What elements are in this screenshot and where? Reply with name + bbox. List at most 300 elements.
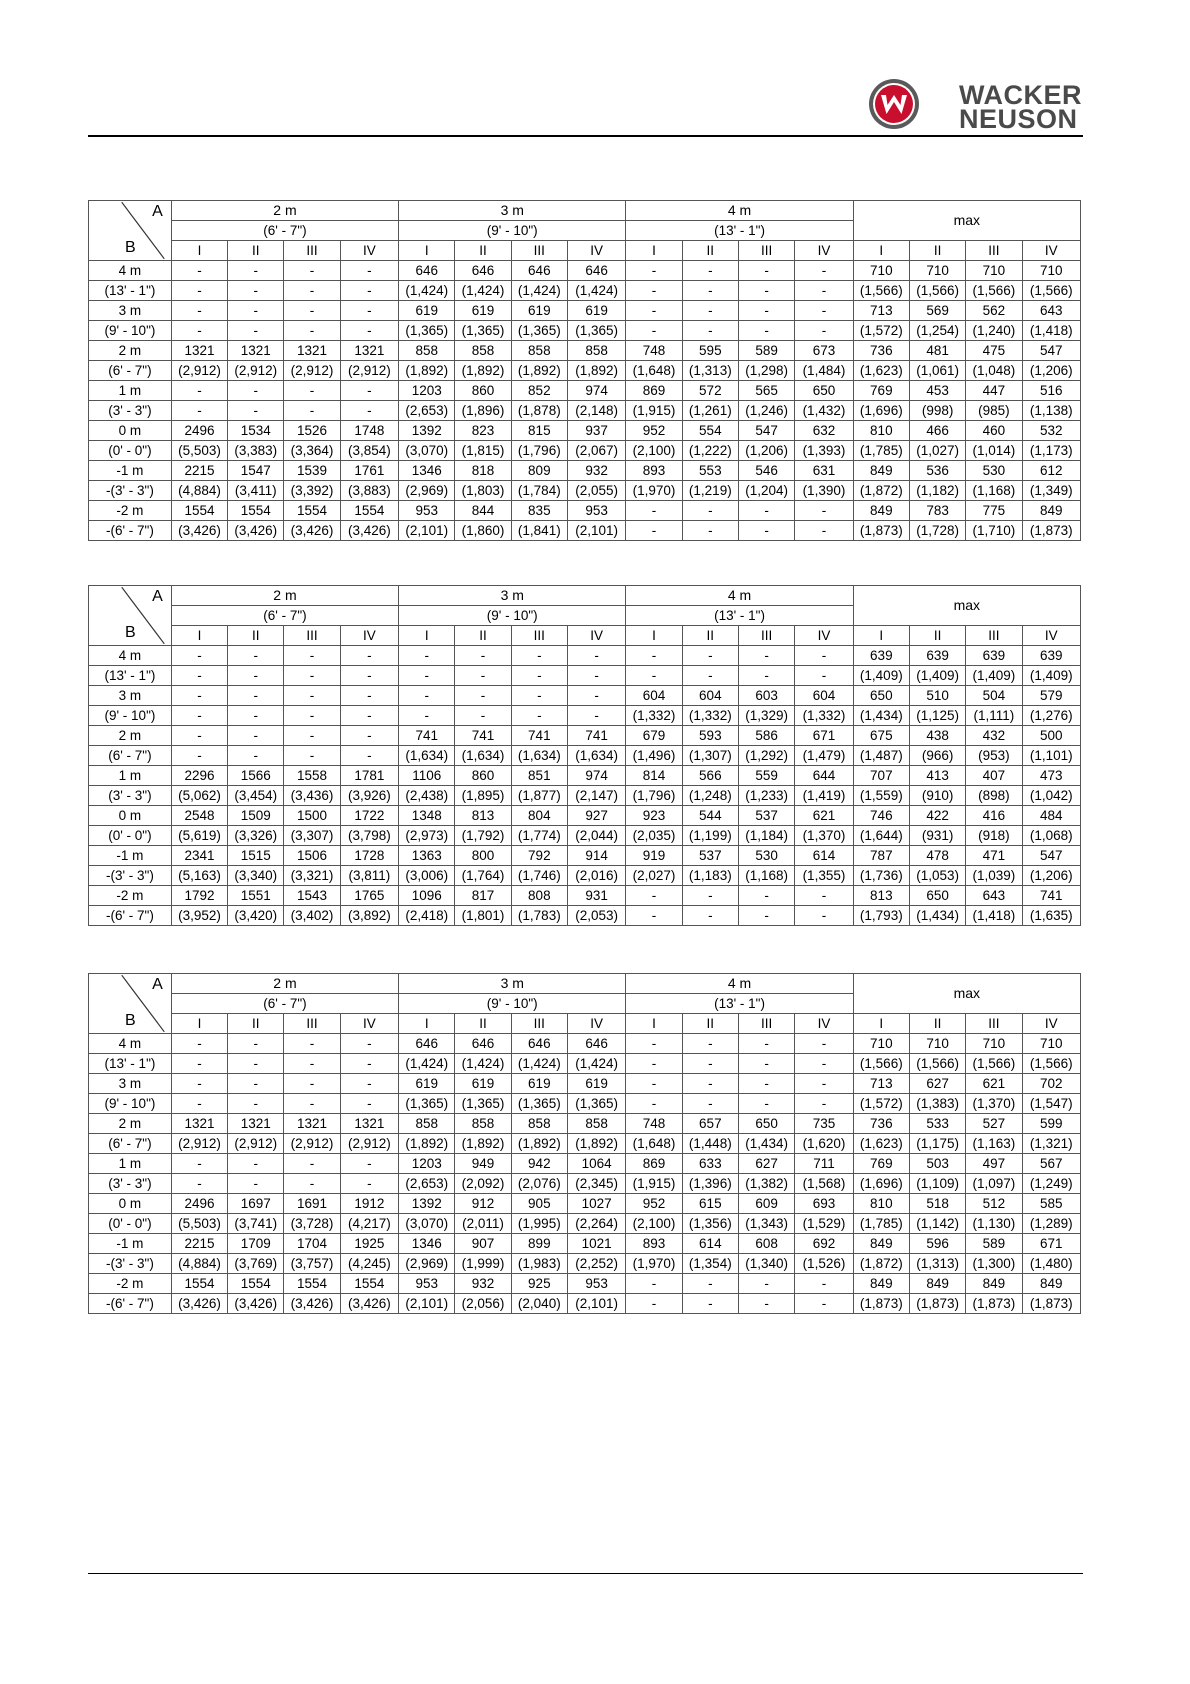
table-cell: - bbox=[171, 301, 227, 321]
row-label: 2 m bbox=[89, 341, 172, 361]
table-cell: 632 bbox=[795, 421, 853, 441]
table-cell: (3,854) bbox=[340, 441, 398, 461]
table-cell: (3,426) bbox=[340, 1294, 398, 1314]
table-cell: - bbox=[340, 381, 398, 401]
subcol-header: III bbox=[511, 241, 567, 261]
table-row bbox=[89, 1134, 1081, 1154]
table-cell: - bbox=[738, 281, 794, 301]
table-cell: (1,053) bbox=[909, 866, 965, 886]
load-table-3 bbox=[88, 973, 1081, 1314]
table-cell: - bbox=[171, 281, 227, 301]
table-cell: (1,354) bbox=[682, 1254, 738, 1274]
table-cell: - bbox=[228, 646, 284, 666]
brand-logo bbox=[868, 78, 1088, 138]
table-cell: - bbox=[626, 1094, 682, 1114]
table-cell: 741 bbox=[511, 726, 567, 746]
table-cell: (1,204) bbox=[738, 481, 794, 501]
table-cell: - bbox=[284, 281, 340, 301]
subcol-header: IV bbox=[340, 626, 398, 646]
table-cell: - bbox=[567, 706, 625, 726]
table-cell: (1,774) bbox=[511, 826, 567, 846]
table-cell: 2548 bbox=[171, 806, 227, 826]
table-cell: - bbox=[399, 706, 455, 726]
table-cell: 849 bbox=[1022, 1274, 1080, 1294]
table-cell: 643 bbox=[1022, 301, 1080, 321]
table-cell: (1,332) bbox=[626, 706, 682, 726]
table-cell: (1,572) bbox=[853, 321, 909, 341]
table-cell: (1,792) bbox=[455, 826, 511, 846]
group-metric: 3 m bbox=[399, 974, 626, 994]
table-cell: (1,419) bbox=[795, 786, 853, 806]
table-cell: (1,206) bbox=[1022, 361, 1080, 381]
table-cell: 627 bbox=[909, 1074, 965, 1094]
table-cell: (1,995) bbox=[511, 1214, 567, 1234]
table-cell: 527 bbox=[966, 1114, 1022, 1134]
table-cell: (2,912) bbox=[228, 1134, 284, 1154]
table-cell: 748 bbox=[626, 1114, 682, 1134]
table-cell: (1,634) bbox=[455, 746, 511, 766]
table-cell: - bbox=[511, 666, 567, 686]
table-cell: (1,892) bbox=[455, 361, 511, 381]
row-label: (13' - 1") bbox=[89, 666, 172, 686]
table-cell: - bbox=[738, 1274, 794, 1294]
subcol-header: I bbox=[626, 1014, 682, 1034]
table-cell: - bbox=[795, 321, 853, 341]
table-cell: 912 bbox=[455, 1194, 511, 1214]
table-cell: 1539 bbox=[284, 461, 340, 481]
table-cell: - bbox=[455, 686, 511, 706]
row-label: (0' - 0") bbox=[89, 826, 172, 846]
table-cell: (1,168) bbox=[738, 866, 794, 886]
table-cell: 1551 bbox=[228, 886, 284, 906]
table-cell: 932 bbox=[455, 1274, 511, 1294]
table-cell: 1509 bbox=[228, 806, 284, 826]
table-cell: - bbox=[171, 1094, 227, 1114]
table-cell: - bbox=[171, 1174, 227, 1194]
subcol-header: IV bbox=[795, 1014, 853, 1034]
table-cell: 942 bbox=[511, 1154, 567, 1174]
table-cell: (1,566) bbox=[909, 1054, 965, 1074]
table-cell: (1,529) bbox=[795, 1214, 853, 1234]
table-cell: 500 bbox=[1022, 726, 1080, 746]
table-cell: 650 bbox=[795, 381, 853, 401]
table-cell: (1,321) bbox=[1022, 1134, 1080, 1154]
table-cell: 1792 bbox=[171, 886, 227, 906]
table-cell: (1,785) bbox=[853, 1214, 909, 1234]
table-cell: 974 bbox=[567, 766, 625, 786]
table-cell: (2,912) bbox=[340, 361, 398, 381]
table-cell: - bbox=[682, 1294, 738, 1314]
table-cell: 858 bbox=[399, 1114, 455, 1134]
table-cell: (3,798) bbox=[340, 826, 398, 846]
group-imperial: (13' - 1") bbox=[626, 994, 853, 1014]
table-cell: 849 bbox=[853, 501, 909, 521]
table-cell: (2,912) bbox=[284, 361, 340, 381]
table-cell: (1,097) bbox=[966, 1174, 1022, 1194]
table-cell: (3,006) bbox=[399, 866, 455, 886]
table-cell: 808 bbox=[511, 886, 567, 906]
table-cell: 562 bbox=[966, 301, 1022, 321]
table-cell: 813 bbox=[853, 886, 909, 906]
table-row bbox=[89, 726, 1081, 746]
table-cell: - bbox=[682, 521, 738, 541]
table-cell: 810 bbox=[853, 1194, 909, 1214]
table-cell: (1,109) bbox=[909, 1174, 965, 1194]
table-cell: 1547 bbox=[228, 461, 284, 481]
table-cell: 646 bbox=[511, 1034, 567, 1054]
table-cell: 835 bbox=[511, 501, 567, 521]
table-cell: - bbox=[626, 321, 682, 341]
table-cell: 932 bbox=[567, 461, 625, 481]
table-cell: - bbox=[455, 706, 511, 726]
table-cell: 949 bbox=[455, 1154, 511, 1174]
table-cell: (1,130) bbox=[966, 1214, 1022, 1234]
table-cell: (3,426) bbox=[228, 1294, 284, 1314]
table-cell: (2,040) bbox=[511, 1294, 567, 1314]
table-cell: - bbox=[340, 1034, 398, 1054]
table-cell: (1,173) bbox=[1022, 441, 1080, 461]
table-cell: (3,402) bbox=[284, 906, 340, 926]
table-cell: - bbox=[284, 1074, 340, 1094]
table-cell: (2,912) bbox=[228, 361, 284, 381]
table-cell: - bbox=[626, 886, 682, 906]
table-cell: (1,276) bbox=[1022, 706, 1080, 726]
table-cell: - bbox=[399, 686, 455, 706]
table-cell: 858 bbox=[455, 341, 511, 361]
subcol-header: IV bbox=[795, 626, 853, 646]
table-cell: 639 bbox=[909, 646, 965, 666]
table-row bbox=[89, 1214, 1081, 1234]
table-cell: 673 bbox=[795, 341, 853, 361]
table-cell: 1346 bbox=[399, 461, 455, 481]
subcol-header: III bbox=[966, 626, 1022, 646]
table-cell: 650 bbox=[909, 886, 965, 906]
row-label: (6' - 7") bbox=[89, 1134, 172, 1154]
row-label: (13' - 1") bbox=[89, 281, 172, 301]
table-cell: 1096 bbox=[399, 886, 455, 906]
table-cell: 783 bbox=[909, 501, 965, 521]
table-cell: (2,011) bbox=[455, 1214, 511, 1234]
row-label: 2 m bbox=[89, 726, 172, 746]
subcol-header: I bbox=[626, 241, 682, 261]
table-cell: 504 bbox=[966, 686, 1022, 706]
table-cell: (1,199) bbox=[682, 826, 738, 846]
table-cell: - bbox=[228, 686, 284, 706]
table-cell: - bbox=[284, 261, 340, 281]
table-cell: (1,892) bbox=[455, 1134, 511, 1154]
table-cell: - bbox=[626, 521, 682, 541]
table-cell: (5,503) bbox=[171, 441, 227, 461]
table-cell: (1,648) bbox=[626, 361, 682, 381]
table-cell: 2496 bbox=[171, 1194, 227, 1214]
table-cell: (1,206) bbox=[738, 441, 794, 461]
table-cell: (1,644) bbox=[853, 826, 909, 846]
table-cell: 646 bbox=[455, 261, 511, 281]
table-cell: - bbox=[682, 281, 738, 301]
table-cell: 646 bbox=[567, 261, 625, 281]
table-cell: (4,884) bbox=[171, 481, 227, 501]
table-cell: - bbox=[171, 401, 227, 421]
table-cell: 516 bbox=[1022, 381, 1080, 401]
table-cell: (1,892) bbox=[567, 361, 625, 381]
table-cell: 650 bbox=[853, 686, 909, 706]
table-cell: (1,873) bbox=[853, 1294, 909, 1314]
table-cell: (2,969) bbox=[399, 481, 455, 501]
table-cell: - bbox=[738, 501, 794, 521]
table-cell: (1,382) bbox=[738, 1174, 794, 1194]
table-cell: 809 bbox=[511, 461, 567, 481]
row-label: -(6' - 7") bbox=[89, 1294, 172, 1314]
brand-line-2: NEUSON bbox=[959, 104, 1078, 134]
table-cell: - bbox=[228, 261, 284, 281]
subcol-header: III bbox=[511, 1014, 567, 1034]
group-imperial: (9' - 10") bbox=[399, 994, 626, 1014]
table-cell: 1722 bbox=[340, 806, 398, 826]
table-cell: 710 bbox=[966, 261, 1022, 281]
table-cell: 858 bbox=[455, 1114, 511, 1134]
table-cell: 619 bbox=[455, 301, 511, 321]
table-cell: 893 bbox=[626, 1234, 682, 1254]
table-cell: (2,973) bbox=[399, 826, 455, 846]
table-cell: 844 bbox=[455, 501, 511, 521]
table-row bbox=[89, 1254, 1081, 1274]
table-cell: - bbox=[228, 1154, 284, 1174]
table-cell: 473 bbox=[1022, 766, 1080, 786]
table-row bbox=[89, 1174, 1081, 1194]
table-cell: - bbox=[284, 1034, 340, 1054]
table-cell: 627 bbox=[738, 1154, 794, 1174]
subcol-header: IV bbox=[567, 626, 625, 646]
header-row-groups bbox=[89, 586, 1081, 606]
table-cell: 530 bbox=[738, 846, 794, 866]
table-cell: - bbox=[738, 301, 794, 321]
table-cell: 621 bbox=[795, 806, 853, 826]
table-cell: 619 bbox=[567, 301, 625, 321]
table-cell: 478 bbox=[909, 846, 965, 866]
table-cell: (1,101) bbox=[1022, 746, 1080, 766]
table-cell: (1,623) bbox=[853, 361, 909, 381]
table-cell: (1,138) bbox=[1022, 401, 1080, 421]
table-cell: 748 bbox=[626, 341, 682, 361]
table-cell: 453 bbox=[909, 381, 965, 401]
table-cell: 1748 bbox=[340, 421, 398, 441]
table-cell: (3,769) bbox=[228, 1254, 284, 1274]
table-cell: - bbox=[682, 906, 738, 926]
table-cell: (1,873) bbox=[1022, 1294, 1080, 1314]
subcol-header: III bbox=[738, 1014, 794, 1034]
table-cell: 475 bbox=[966, 341, 1022, 361]
table-cell: 614 bbox=[795, 846, 853, 866]
table-cell: 1392 bbox=[399, 1194, 455, 1214]
table-row bbox=[89, 341, 1081, 361]
table-cell: (918) bbox=[966, 826, 1022, 846]
table-cell: - bbox=[738, 886, 794, 906]
table-cell: 547 bbox=[1022, 341, 1080, 361]
table-cell: 914 bbox=[567, 846, 625, 866]
table-cell: - bbox=[228, 746, 284, 766]
table-cell: (1,313) bbox=[909, 1254, 965, 1274]
table-cell: 619 bbox=[511, 301, 567, 321]
table-cell: 800 bbox=[455, 846, 511, 866]
table-cell: 621 bbox=[966, 1074, 1022, 1094]
table-cell: 537 bbox=[682, 846, 738, 866]
table-cell: - bbox=[171, 646, 227, 666]
table-cell: 567 bbox=[1022, 1154, 1080, 1174]
table-cell: (1,566) bbox=[853, 281, 909, 301]
table-cell: 710 bbox=[853, 261, 909, 281]
table-row bbox=[89, 1154, 1081, 1174]
table-cell: (1,784) bbox=[511, 481, 567, 501]
table-cell: - bbox=[228, 401, 284, 421]
table-cell: 815 bbox=[511, 421, 567, 441]
header-row-subcols bbox=[89, 1014, 1081, 1034]
table-cell: (2,969) bbox=[399, 1254, 455, 1274]
header-row-subcols bbox=[89, 241, 1081, 261]
subcol-header: IV bbox=[1022, 1014, 1080, 1034]
load-table-1 bbox=[88, 200, 1081, 541]
table-cell: - bbox=[682, 646, 738, 666]
table-cell: 1321 bbox=[228, 341, 284, 361]
row-label: 1 m bbox=[89, 1154, 172, 1174]
table-cell: - bbox=[626, 1274, 682, 1294]
table-cell: 849 bbox=[853, 1234, 909, 1254]
table-row bbox=[89, 706, 1081, 726]
table-cell: - bbox=[284, 1154, 340, 1174]
table-cell: (1,434) bbox=[738, 1134, 794, 1154]
table-cell: (1,648) bbox=[626, 1134, 682, 1154]
table-cell: (2,055) bbox=[567, 481, 625, 501]
subcol-header: I bbox=[853, 626, 909, 646]
table-cell: - bbox=[171, 666, 227, 686]
table-cell: (1,409) bbox=[909, 666, 965, 686]
header-row-groups bbox=[89, 201, 1081, 221]
table-cell: (1,915) bbox=[626, 1174, 682, 1194]
table-cell: - bbox=[682, 261, 738, 281]
table-cell: (1,424) bbox=[567, 1054, 625, 1074]
table-cell: (1,061) bbox=[909, 361, 965, 381]
table-cell: 619 bbox=[511, 1074, 567, 1094]
table-cell: (1,424) bbox=[399, 1054, 455, 1074]
table-cell: (1,566) bbox=[909, 281, 965, 301]
table-cell: 595 bbox=[682, 341, 738, 361]
table-cell: 741 bbox=[1022, 886, 1080, 906]
table-cell: (4,245) bbox=[340, 1254, 398, 1274]
table-cell: 1925 bbox=[340, 1234, 398, 1254]
table-cell: 792 bbox=[511, 846, 567, 866]
table-cell: (1,424) bbox=[455, 1054, 511, 1074]
row-label: 3 m bbox=[89, 1074, 172, 1094]
table-cell: - bbox=[682, 1274, 738, 1294]
table-cell: - bbox=[795, 1294, 853, 1314]
table-cell: (3,741) bbox=[228, 1214, 284, 1234]
table-cell: (1,222) bbox=[682, 441, 738, 461]
table-cell: 643 bbox=[966, 886, 1022, 906]
group-imperial: (6' - 7") bbox=[171, 606, 398, 626]
table-cell: (1,233) bbox=[738, 786, 794, 806]
table-cell: - bbox=[682, 1054, 738, 1074]
table-cell: - bbox=[682, 301, 738, 321]
subcol-header: IV bbox=[567, 241, 625, 261]
table-cell: - bbox=[284, 686, 340, 706]
table-cell: (4,217) bbox=[340, 1214, 398, 1234]
table-row bbox=[89, 646, 1081, 666]
table-cell: (3,426) bbox=[171, 1294, 227, 1314]
table-cell: 849 bbox=[909, 1274, 965, 1294]
table-cell: 937 bbox=[567, 421, 625, 441]
table-row bbox=[89, 1094, 1081, 1114]
subcol-header: II bbox=[455, 241, 511, 261]
table-cell: (1,332) bbox=[682, 706, 738, 726]
table-cell: 416 bbox=[966, 806, 1022, 826]
row-label: (3' - 3") bbox=[89, 786, 172, 806]
table-cell: (1,111) bbox=[966, 706, 1022, 726]
table-cell: - bbox=[284, 1094, 340, 1114]
table-cell: - bbox=[171, 1034, 227, 1054]
table-cell: 1781 bbox=[340, 766, 398, 786]
table-row bbox=[89, 1114, 1081, 1134]
table-cell: - bbox=[171, 726, 227, 746]
table-cell: - bbox=[284, 321, 340, 341]
table-cell: (1,872) bbox=[853, 1254, 909, 1274]
table-cell: 1321 bbox=[171, 341, 227, 361]
table-row bbox=[89, 481, 1081, 501]
table-cell: - bbox=[171, 706, 227, 726]
table-cell: (2,912) bbox=[284, 1134, 340, 1154]
table-cell: (1,696) bbox=[853, 1174, 909, 1194]
table-cell: 646 bbox=[511, 261, 567, 281]
table-cell: 736 bbox=[853, 1114, 909, 1134]
table-cell: 953 bbox=[399, 1274, 455, 1294]
table-cell: 547 bbox=[738, 421, 794, 441]
table-cell: - bbox=[795, 1274, 853, 1294]
table-cell: 849 bbox=[853, 1274, 909, 1294]
table-cell: 650 bbox=[738, 1114, 794, 1134]
table-cell: - bbox=[455, 666, 511, 686]
subcol-header: IV bbox=[795, 241, 853, 261]
table-cell: 604 bbox=[682, 686, 738, 706]
table-cell: - bbox=[340, 706, 398, 726]
table-cell: 589 bbox=[738, 341, 794, 361]
table-cell: (1,370) bbox=[966, 1094, 1022, 1114]
table-cell: 907 bbox=[455, 1234, 511, 1254]
table-row bbox=[89, 501, 1081, 521]
table-cell: 510 bbox=[909, 686, 965, 706]
table-cell: (1,365) bbox=[511, 321, 567, 341]
table-cell: (3,926) bbox=[340, 786, 398, 806]
table-cell: (1,307) bbox=[682, 746, 738, 766]
table-cell: 813 bbox=[455, 806, 511, 826]
row-label: 3 m bbox=[89, 686, 172, 706]
table-cell: 484 bbox=[1022, 806, 1080, 826]
table-cell: (2,100) bbox=[626, 441, 682, 461]
table-cell: (998) bbox=[909, 401, 965, 421]
table-cell: 1203 bbox=[399, 381, 455, 401]
table-cell: - bbox=[284, 746, 340, 766]
table-cell: 1321 bbox=[340, 341, 398, 361]
table-cell: - bbox=[228, 706, 284, 726]
table-cell: 746 bbox=[853, 806, 909, 826]
table-cell: - bbox=[738, 906, 794, 926]
table-cell: (1,313) bbox=[682, 361, 738, 381]
table-cell: 679 bbox=[626, 726, 682, 746]
table-cell: 893 bbox=[626, 461, 682, 481]
table-cell: (3,757) bbox=[284, 1254, 340, 1274]
table-cell: (1,246) bbox=[738, 401, 794, 421]
table-cell: - bbox=[284, 301, 340, 321]
table-cell: (1,298) bbox=[738, 361, 794, 381]
table-cell: (1,409) bbox=[1022, 666, 1080, 686]
table-cell: (910) bbox=[909, 786, 965, 806]
